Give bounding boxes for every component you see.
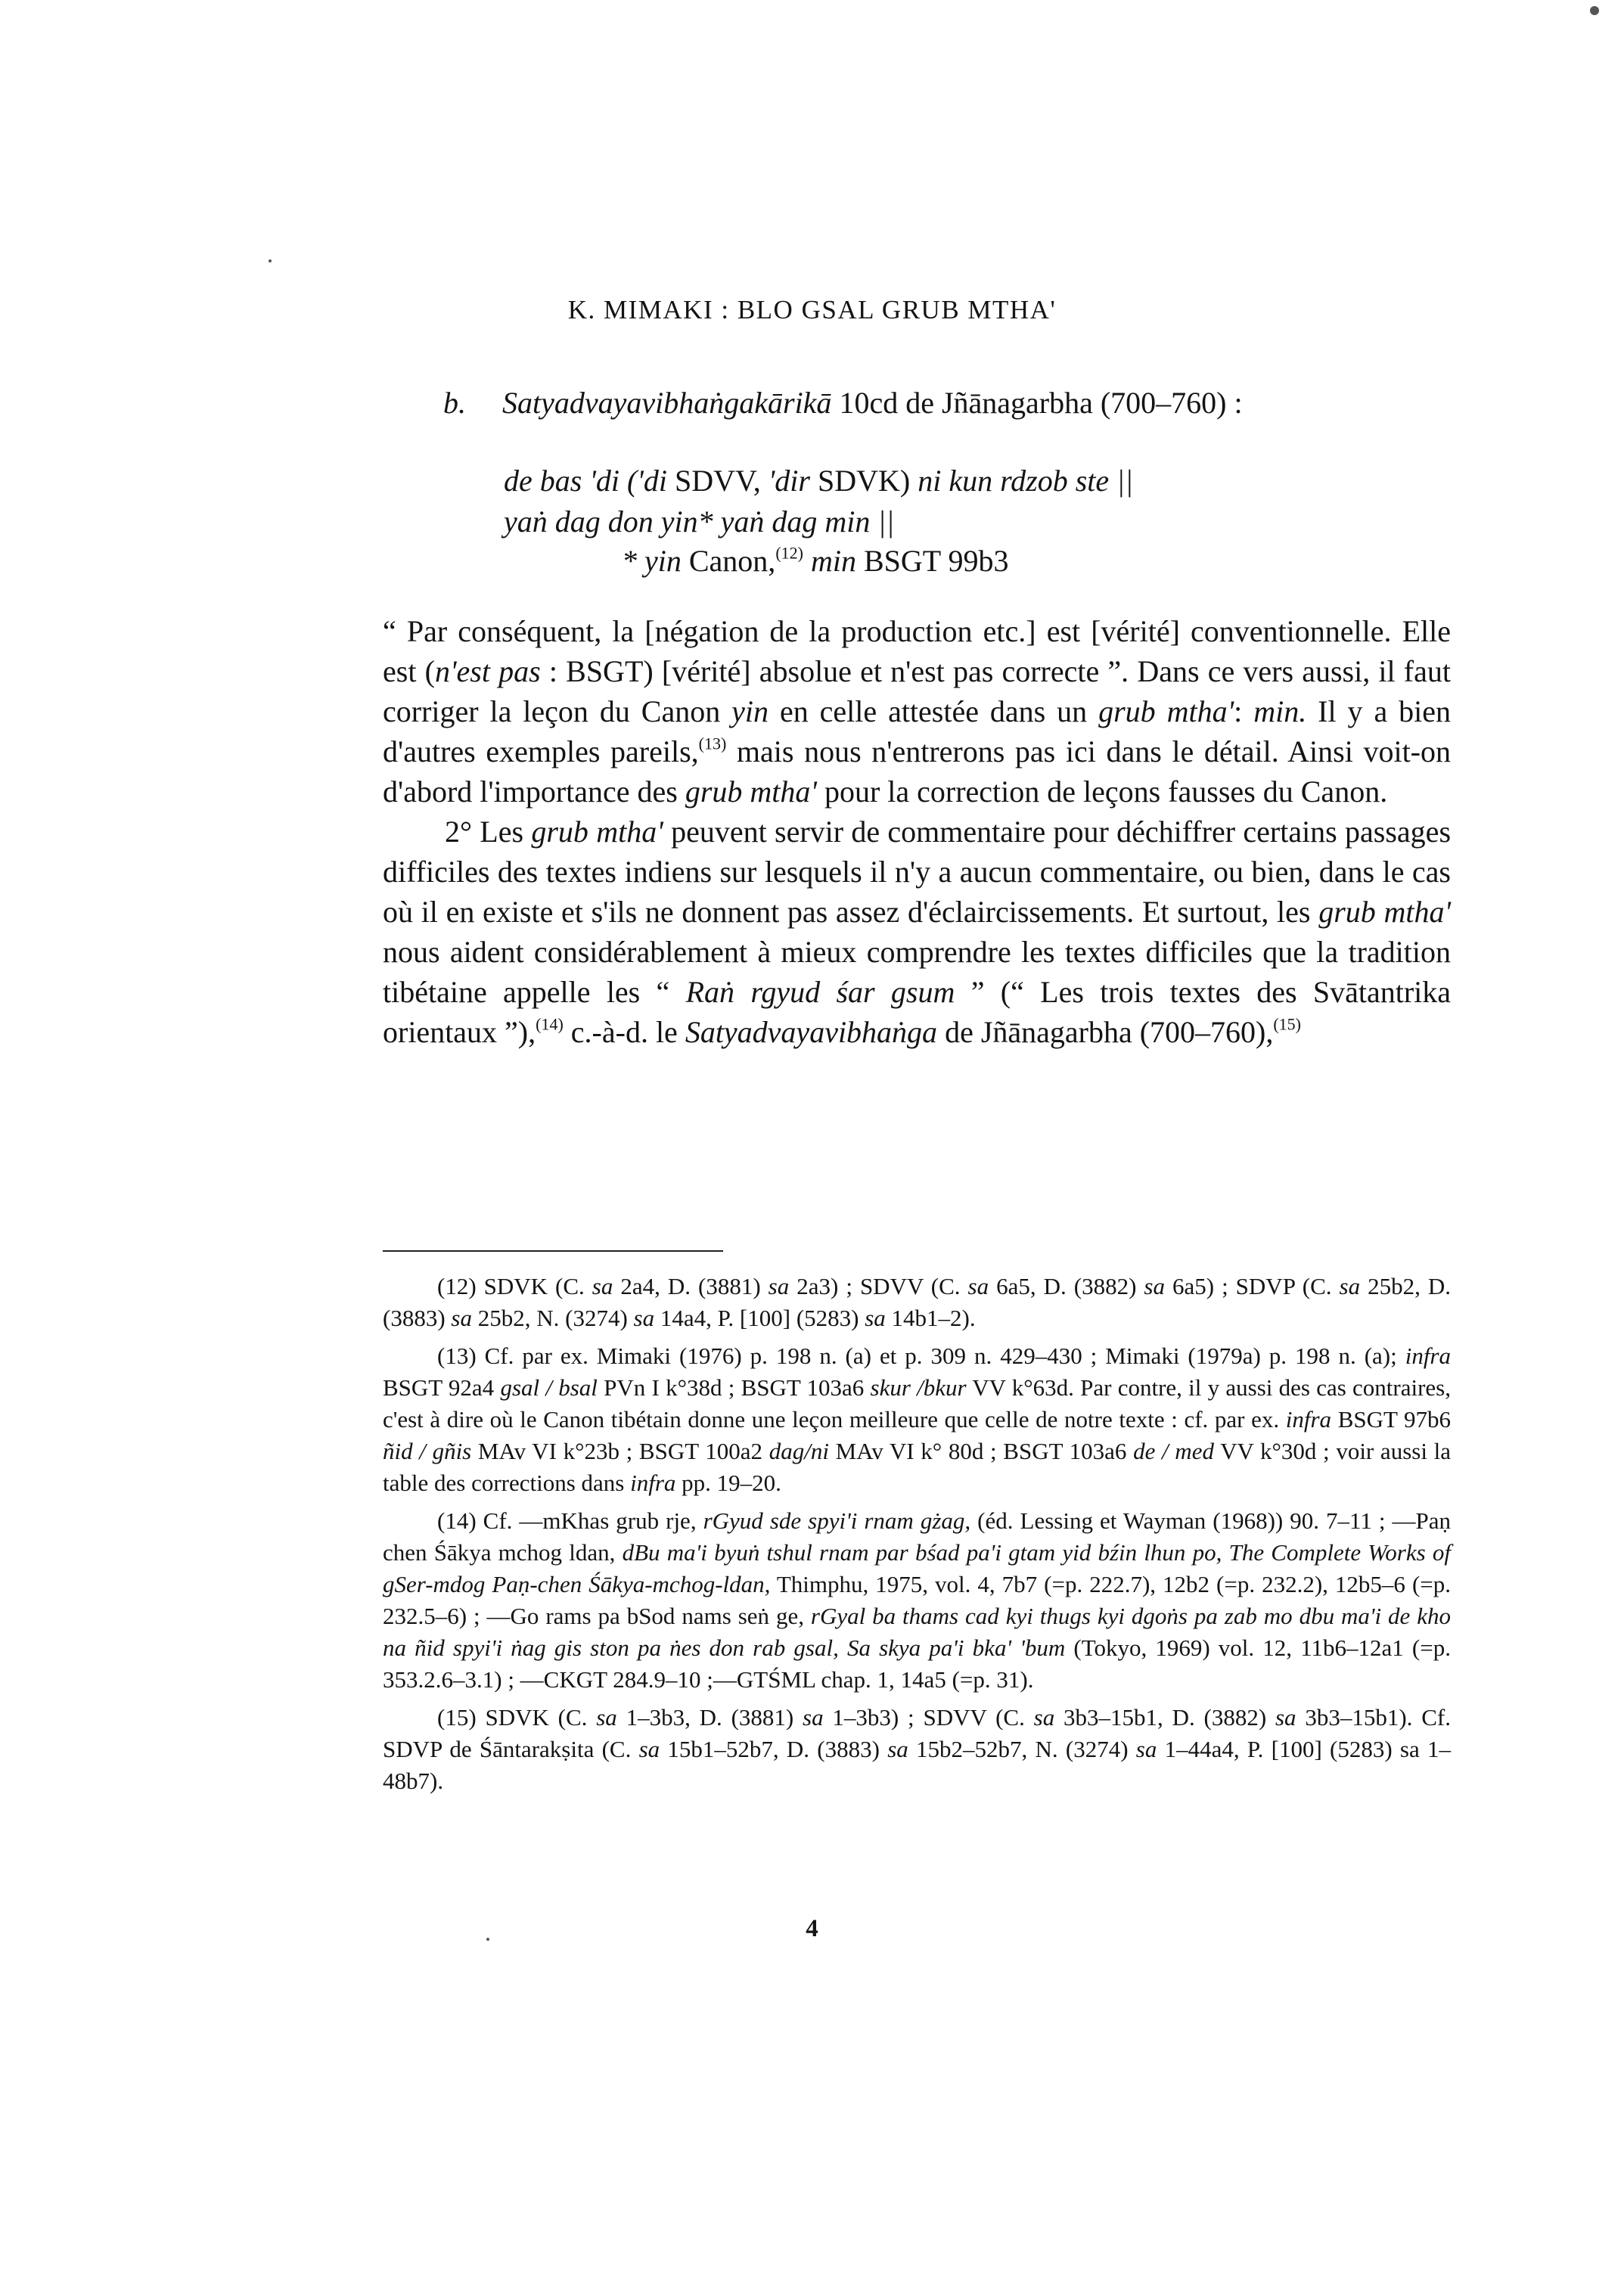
work-title-rest: 10cd de Jñānagarbha (700–760) : [831,386,1243,420]
footnote-13: (13) Cf. par ex. Mimaki (1976) p. 198 n. (a) et p. 309 n. 429–430 ; Mimaki (1979a) p. 198 n. (a); infra BSGT 92a4 gsal / bsal PVn I k°38d ; BSGT 103a6 skur /bkur VV k°63d. Par contre, il y aussi des cas contraires, c'est à dire où le Canon tibétain donne une leçon meilleure que celle de notre texte : cf. par ex. infra BSGT 97b6 ñid / gñis MAv VI k°23b ; BSGT 100a2 dag/ni MAv VI k° 80d ; BSGT 103a6 de / med VV k°30d ; voir aussi la table des corrections dans infra pp. 19–20. [383,1343,1451,1496]
footnote-ref-15[interactable]: (15) [1273,1014,1302,1034]
work-title: Satyadvayavibhaṅgakārikā [502,386,832,420]
scan-speck [269,259,272,262]
verse-line-2: yaṅ dag don yin* yaṅ dag min || [504,504,895,539]
running-header: K. MIMAKI : BLO GSAL GRUB MTHA' [567,295,1057,324]
page-number: 4 [806,1915,818,1942]
footnote-14: (14) Cf. —mKhas grub rje, rGyud sde spyi'i rnam gżag, (éd. Lessing et Wayman (1968)) 90. 7–11 ; —Paṇ chen Śākya mchog ldan, dBu ma'i byuṅ tshul rnam par bśad pa'i gtam yid bźin lhun po, The Complete Works of gSer-mdog Paṇ-chen Śākya-mchog-ldan, Thimphu, 1975, vol. 4, 7b7 (=p. 222.7), 12b2 (=p. 232.2), 12b5–6 (=p. 232.5–6) ; —Go rams pa bSod nams seṅ ge, rGyal ba thams cad kyi thugs kyi dgoṅs pa zab mo dbu ma'i de kho na ñid spyi'i ṅag gis ston pa ṅes don rab gsal, Sa skya pa'i bka' 'bum (Tokyo, 1969) vol. 12, 11b6–12a1 (=p. 353.2.6–3.1) ; —CKGT 284.9–10 ;—GTŚML chap. 1, 14a5 (=p. 31). [383,1507,1452,1693]
item-label: b. [443,386,466,420]
footnote-ref-12[interactable]: (12) [775,543,803,563]
paragraph-1: “ Par conséquent, la [négation de la production etc.] est [vérité] conventionnelle. Elle est (n'est pas : BSGT) [vérité] absolue et n'est pas correcte ”. Dans ce vers aussi, il faut corriger la leçon du Canon yin en celle attestée dans un grub mtha': min. Il y a bien d'autres exemples pareils,$^{(13)}$ mais nous n'entrerons pas ici dans le détail. Ainsi voit-on d'abord l'importance des grub mtha' pour la correction de leçons fausses du Canon. [383,614,1451,809]
main-body [383,611,1451,1052]
footnote-ref-14[interactable]: (14) [536,1014,564,1034]
footnote-ref-13[interactable]: (13) [698,734,727,753]
verse-source-line [443,380,1502,426]
scan-speck [1590,6,1599,15]
footnote-12: (12) SDVK (C. sa 2a4, D. (3881) sa 2a3) ; SDVV (C. sa 6a5, D. (3882) sa 6a5) ; SDVP (C. sa 25b2, D. (3883) sa 25b2, N. (3274) sa 14a4, P. [100] (5283) sa 14b1–2). [383,1273,1451,1331]
verse-line-1: de bas 'di ('di SDVV, 'dir SDVK) ni kun rdzob ste || [504,464,1134,498]
footnotes [383,1271,1451,1803]
verse-variant-note: * yin Canon,$^{(12)}$ min BSGT 99b3 [622,543,1009,578]
scan-speck [486,1938,489,1941]
footnote-15: (15) SDVK (C. sa 1–3b3, D. (3881) sa 1–3b3) ; SDVV (C. sa 3b3–15b1, D. (3882) sa 3b3–15b1). Cf. SDVP de Śāntarakṣita (C. sa 15b1–52b7, D. (3883) sa 15b2–52b7, N. (3274) sa 1–44a4, P. [100] (5283) sa 1–48b7). [383,1704,1451,1794]
footnote-separator [383,1250,723,1252]
paragraph-2: 2° Les grub mtha' peuvent servir de commentaire pour déchiffrer certains passages difficiles des textes indiens sur lesquels il n'y a aucun commentaire, ou bien, dans le cas où il en existe et s'ils ne donnent pas assez d'éclaircissements. Et surtout, les grub mtha' nous aident considérablement à mieux comprendre les textes difficiles que la tradition tibétaine appelle les “ Raṅ rgyud śar gsum ” (“ Les trois textes des Svātantrika orientaux ”),$^{(14)}$ c.-à-d. le Satyadvayavibhaṅga de Jñānagarbha (700–760),$^{(15)}$ [383,815,1452,1049]
